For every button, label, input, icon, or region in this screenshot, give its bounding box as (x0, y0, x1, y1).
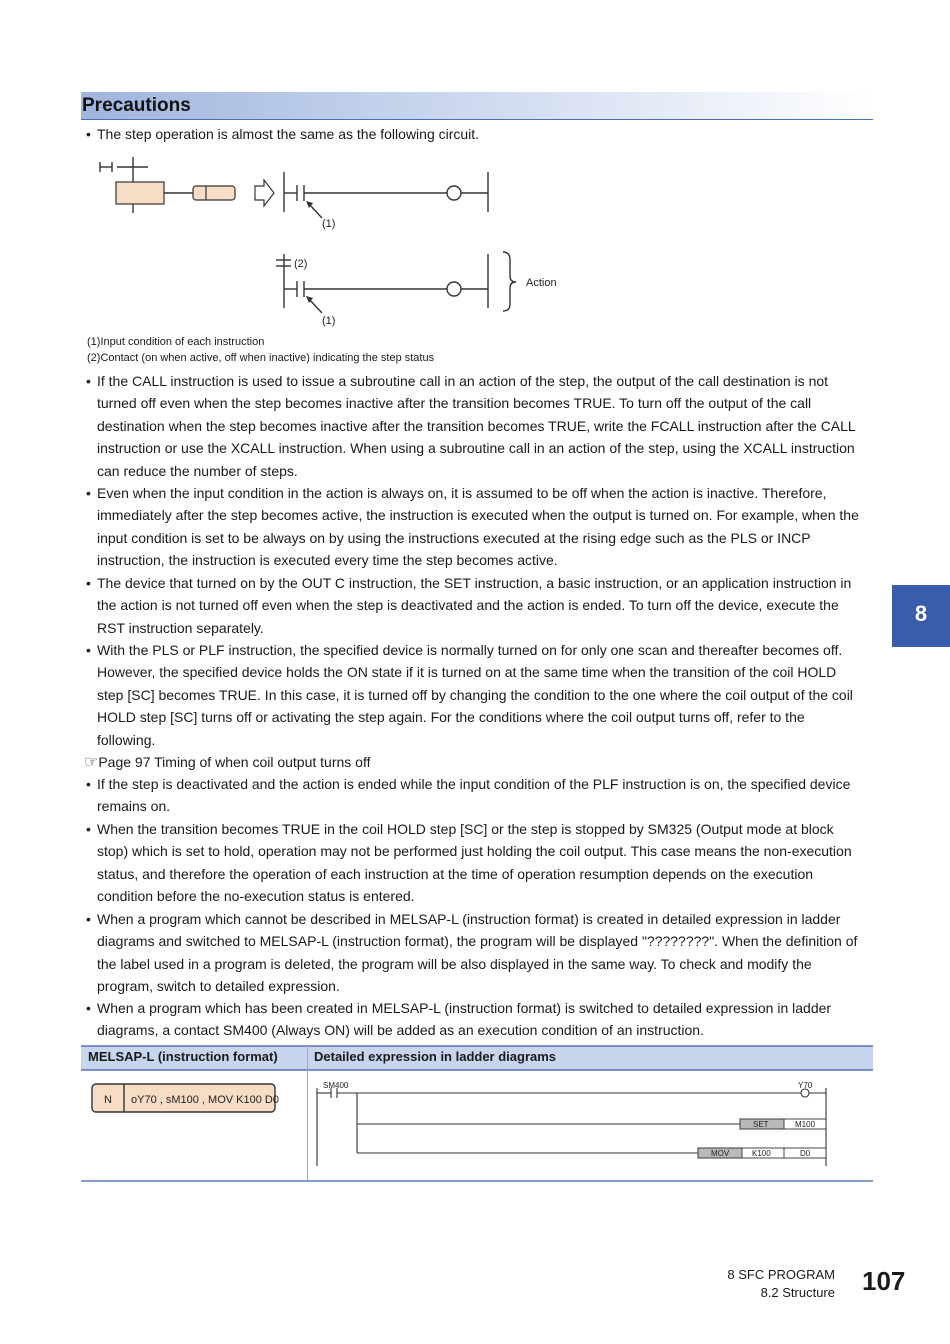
melsap-code: oY70 , sM100 , MOV K100 D0 (131, 1094, 279, 1106)
chapter-tab[interactable]: 8 (892, 585, 950, 647)
action-label: Action (526, 277, 557, 289)
mov-src: K100 (752, 1149, 771, 1158)
step-box (116, 182, 164, 204)
hand-pointer-icon: ☞ (84, 754, 99, 771)
note-1: (1)Input condition of each instruction (87, 336, 265, 348)
label-1a: (1) (322, 218, 336, 230)
equivalent-arrow-icon (255, 180, 274, 206)
mov-dst: D0 (800, 1149, 811, 1158)
ladder-coil: Y70 (798, 1081, 813, 1090)
table-header-left: MELSAP-L (instruction format) (81, 1046, 307, 1070)
footer-section: 8.2 Structure (760, 1285, 835, 1300)
footer-chapter: 8 SFC PROGRAM (727, 1267, 835, 1282)
set-instr: SET (753, 1120, 769, 1129)
melsap-prefix: N (104, 1094, 112, 1106)
table-header-right: Detailed expression in ladder diagrams (308, 1046, 873, 1070)
label-1b: (1) (322, 315, 336, 327)
circuit-diagram (0, 0, 950, 340)
label-2: (2) (294, 258, 308, 270)
reference-text[interactable]: Page 97 Timing of when coil output turns off (98, 754, 371, 770)
section-title: Precautions (82, 95, 191, 116)
page-number: 107 (862, 1266, 906, 1296)
intro-text: The step operation is almost the same as the following circuit. (97, 126, 480, 142)
mov-instr: MOV (711, 1149, 730, 1158)
note-2: (2)Contact (on when active, off when inactive) indicating the step status (87, 352, 435, 364)
ladder-contact: SM400 (323, 1081, 349, 1090)
action-box (193, 186, 235, 200)
page-reference-link[interactable] (84, 752, 370, 772)
conversion-table (0, 1040, 950, 1190)
set-dev: M100 (795, 1120, 816, 1129)
